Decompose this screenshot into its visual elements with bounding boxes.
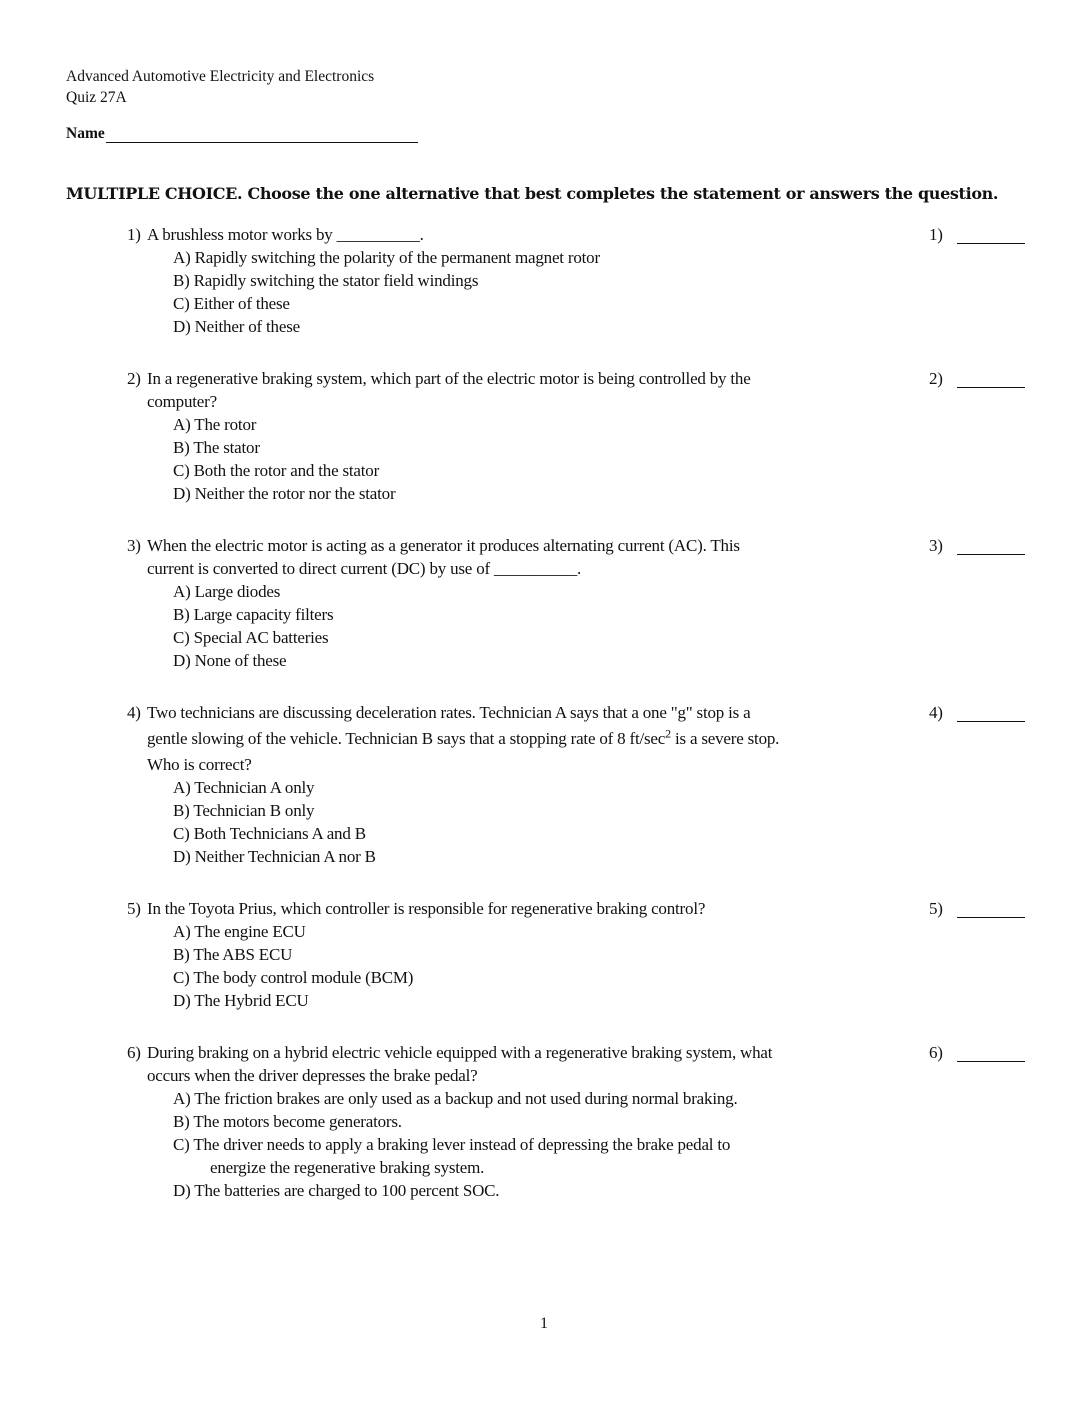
answer-number: 1) bbox=[929, 225, 943, 244]
answer-option-text: B) Large capacity filters bbox=[173, 605, 334, 624]
answer-option bbox=[173, 626, 1088, 649]
answer-option-text: A) The friction brakes are only used as a backup and not used during normal braking. bbox=[173, 1089, 738, 1108]
answer-option bbox=[173, 459, 1088, 482]
name-blank-line[interactable] bbox=[106, 124, 418, 143]
question-number: 5) bbox=[127, 899, 141, 918]
answer-option bbox=[173, 822, 1088, 845]
stem-text: current is converted to direct current (DC) by use of __________. bbox=[147, 559, 582, 578]
answer-option-text: D) Neither of these bbox=[173, 317, 300, 336]
answer-number: 5) bbox=[929, 899, 943, 918]
question-stem bbox=[147, 1041, 1088, 1087]
answer-option bbox=[173, 246, 1088, 269]
question-item bbox=[0, 1041, 1088, 1202]
quiz-title: Quiz 27A bbox=[66, 89, 127, 106]
question-stem bbox=[147, 897, 1088, 920]
question-item bbox=[0, 897, 1088, 1012]
answer-option bbox=[173, 776, 1088, 799]
stem-text: A brushless motor works by __________. bbox=[147, 225, 424, 244]
answer-option bbox=[173, 436, 1088, 459]
answer-option bbox=[173, 413, 1088, 436]
stem-text: In a regenerative braking system, which part of the electric motor is being controlled by the bbox=[147, 369, 751, 388]
question-stem-line bbox=[147, 753, 1088, 776]
page-number: 1 bbox=[540, 1315, 548, 1332]
question-number: 3) bbox=[127, 536, 141, 555]
stem-text: During braking on a hybrid electric vehicle equipped with a regenerative braking system, what bbox=[147, 1043, 773, 1062]
course-title: Advanced Automotive Electricity and Electronics bbox=[66, 68, 375, 85]
question-stem-line bbox=[147, 1041, 1088, 1064]
answer-option-text: A) Large diodes bbox=[173, 582, 281, 601]
answer-blank[interactable] bbox=[957, 1061, 1025, 1062]
answer-option-text: C) The driver needs to apply a braking lever instead of depressing the brake pedal to bbox=[173, 1135, 731, 1154]
answer-option bbox=[173, 845, 1088, 868]
name-field[interactable] bbox=[66, 124, 418, 143]
answer-option-text: D) The Hybrid ECU bbox=[173, 991, 309, 1010]
answer-option-text: C) Both Technicians A and B bbox=[173, 824, 366, 843]
answer-number: 4) bbox=[929, 703, 943, 722]
answer-option-text: A) The rotor bbox=[173, 415, 257, 434]
answer-option bbox=[173, 1087, 1088, 1110]
answer-option-text: A) The engine ECU bbox=[173, 922, 306, 941]
answer-option bbox=[173, 966, 1088, 989]
stem-text-after: is a severe stop. bbox=[670, 729, 780, 748]
answer-number: 3) bbox=[929, 536, 943, 555]
name-label: Name bbox=[66, 125, 105, 142]
answer-option-text: B) The ABS ECU bbox=[173, 945, 293, 964]
question-stem-line bbox=[147, 557, 1088, 580]
answer-option-continuation: energize the regenerative braking system. bbox=[210, 1158, 485, 1177]
answer-option bbox=[173, 989, 1088, 1012]
question-number: 1) bbox=[127, 225, 141, 244]
answer-option bbox=[173, 1133, 1088, 1179]
answer-blank[interactable] bbox=[957, 243, 1025, 244]
stem-text: occurs when the driver depresses the brake pedal? bbox=[147, 1066, 478, 1085]
answer-option bbox=[173, 580, 1088, 603]
question-stem-line bbox=[147, 897, 1088, 920]
question-stem bbox=[147, 701, 1088, 776]
answer-option bbox=[173, 943, 1088, 966]
answer-number: 6) bbox=[929, 1043, 943, 1062]
answer-option-text: D) None of these bbox=[173, 651, 287, 670]
answer-option bbox=[173, 292, 1088, 315]
question-number: 6) bbox=[127, 1043, 141, 1062]
answer-option bbox=[173, 482, 1088, 505]
answer-option bbox=[173, 269, 1088, 292]
answer-option-text: D) Neither Technician A nor B bbox=[173, 847, 376, 866]
answer-option bbox=[173, 1179, 1088, 1202]
answer-blank[interactable] bbox=[957, 721, 1025, 722]
answer-option bbox=[173, 799, 1088, 822]
answer-option-text: C) The body control module (BCM) bbox=[173, 968, 414, 987]
question-number: 2) bbox=[127, 369, 141, 388]
answer-blank[interactable] bbox=[957, 387, 1025, 388]
question-stem bbox=[147, 534, 1088, 580]
superscript: 2 bbox=[665, 726, 671, 741]
instructions: MULTIPLE CHOICE. Choose the one alternative that best completes the statement or answers the question. bbox=[66, 184, 999, 203]
stem-text: In the Toyota Prius, which controller is responsible for regenerative braking control? bbox=[147, 899, 706, 918]
question-item bbox=[0, 701, 1088, 868]
question-stem-line bbox=[147, 724, 1088, 753]
question-stem-line bbox=[147, 1064, 1088, 1087]
question-stem bbox=[147, 367, 1088, 413]
answer-option-text: A) Rapidly switching the polarity of the permanent magnet rotor bbox=[173, 248, 600, 267]
question-item bbox=[0, 534, 1088, 672]
stem-text: gentle slowing of the vehicle. Technician B says that a stopping rate of 8 ft/sec bbox=[147, 729, 666, 748]
answer-blank[interactable] bbox=[957, 554, 1025, 555]
question-number: 4) bbox=[127, 703, 141, 722]
question-stem-line bbox=[147, 390, 1088, 413]
question-stem bbox=[147, 223, 1088, 246]
answer-option-text: D) The batteries are charged to 100 percent SOC. bbox=[173, 1181, 500, 1200]
answer-option-text: B) Technician B only bbox=[173, 801, 315, 820]
question-stem-line bbox=[147, 367, 1088, 390]
answer-option-text: C) Either of these bbox=[173, 294, 290, 313]
question-item bbox=[0, 223, 1088, 338]
answer-option-text: B) Rapidly switching the stator field windings bbox=[173, 271, 479, 290]
answer-option-text: B) The stator bbox=[173, 438, 260, 457]
answer-option-text: C) Both the rotor and the stator bbox=[173, 461, 380, 480]
question-list bbox=[0, 223, 1088, 1231]
stem-text: Two technicians are discussing deceleration rates. Technician A says that a one "g" stop is a bbox=[147, 703, 751, 722]
answer-option bbox=[173, 603, 1088, 626]
stem-text: computer? bbox=[147, 392, 217, 411]
answer-blank[interactable] bbox=[957, 917, 1025, 918]
answer-option-text: B) The motors become generators. bbox=[173, 1112, 402, 1131]
question-stem-line bbox=[147, 223, 1088, 246]
stem-text: Who is correct? bbox=[147, 755, 252, 774]
answer-option-text: D) Neither the rotor nor the stator bbox=[173, 484, 396, 503]
answer-number: 2) bbox=[929, 369, 943, 388]
answer-option bbox=[173, 920, 1088, 943]
answer-option bbox=[173, 649, 1088, 672]
question-stem-line bbox=[147, 701, 1088, 724]
answer-option bbox=[173, 1110, 1088, 1133]
stem-text: When the electric motor is acting as a generator it produces alternating current (AC). This bbox=[147, 536, 740, 555]
answer-option bbox=[173, 315, 1088, 338]
question-stem-line bbox=[147, 534, 1088, 557]
answer-option-text: C) Special AC batteries bbox=[173, 628, 329, 647]
question-item bbox=[0, 367, 1088, 505]
answer-option-text: A) Technician A only bbox=[173, 778, 315, 797]
